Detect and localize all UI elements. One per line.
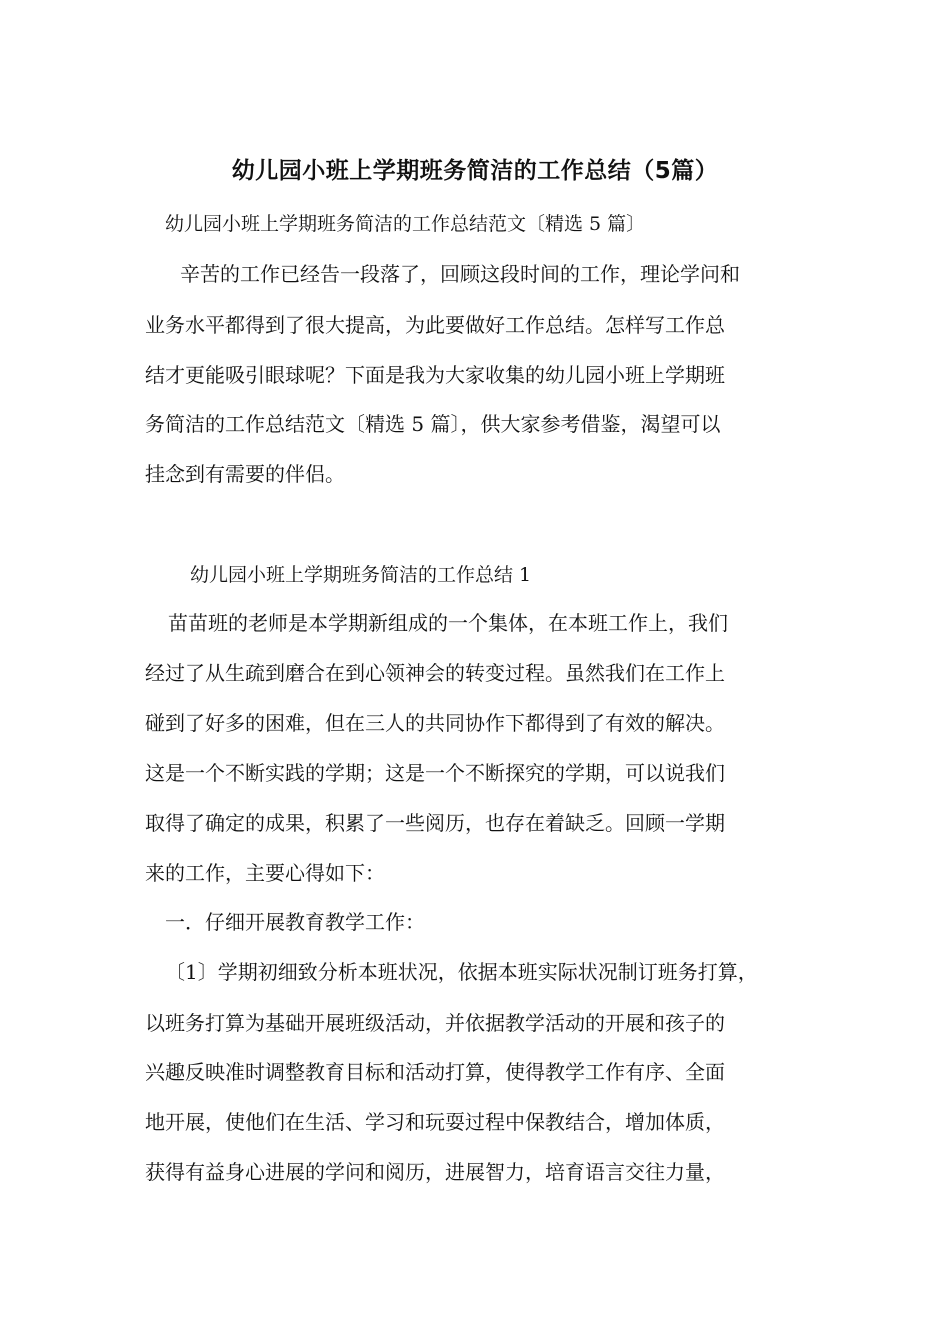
- intro-line: 结才更能吸引眼球呢？下面是我为大家收集的幼儿园小班上学期班: [145, 363, 725, 387]
- item-line: 以班务打算为基础开展班级活动，并依据教学活动的开展和孩子的: [145, 1011, 725, 1035]
- intro-line: 挂念到有需要的伴侣。: [145, 462, 345, 486]
- item-heading: 一．仔细开展教育教学工作：: [165, 910, 425, 934]
- item-line: 兴趣反映准时调整教育目标和活动打算，使得教学工作有序、全面: [145, 1060, 725, 1084]
- paragraph-line: 这是一个不断实践的学期；这是一个不断探究的学期，可以说我们: [145, 761, 725, 785]
- document-title: 幼儿园小班上学期班务简洁的工作总结（5篇）: [231, 158, 719, 184]
- paragraph-line: 苗苗班的老师是本学期新组成的一个集体，在本班工作上，我们: [168, 611, 728, 635]
- paragraph-line: 碰到了好多的困难，但在三人的共同协作下都得到了有效的解决。: [145, 711, 725, 735]
- paragraph-line: 取得了确定的成果，积累了一些阅历，也存在着缺乏。回顾一学期: [145, 811, 725, 835]
- paragraph-line: 经过了从生疏到磨合在到心领神会的转变过程。虽然我们在工作上: [145, 661, 725, 685]
- intro-line: 辛苦的工作已经告一段落了，回顾这段时间的工作，理论学问和: [180, 262, 740, 286]
- intro-line: 业务水平都得到了很大提高，为此要做好工作总结。怎样写工作总: [145, 313, 725, 337]
- section-heading: 幼儿园小班上学期班务简洁的工作总结 1: [190, 564, 532, 586]
- item-line: 地开展，使他们在生活、学习和玩耍过程中保教结合，增加体质，: [145, 1110, 725, 1134]
- intro-line: 务简洁的工作总结范文〔精选 5 篇〕，供大家参考借鉴，渴望可以: [145, 412, 721, 436]
- paragraph-line: 来的工作，主要心得如下：: [145, 861, 385, 885]
- item-line: 〔1〕学期初细致分析本班状况，依据本班实际状况制订班务打算，: [165, 960, 758, 984]
- item-line: 获得有益身心进展的学问和阅历，进展智力，培育语言交往力量，: [145, 1160, 725, 1184]
- document-subtitle: 幼儿园小班上学期班务简洁的工作总结范文〔精选 5 篇〕: [165, 213, 646, 235]
